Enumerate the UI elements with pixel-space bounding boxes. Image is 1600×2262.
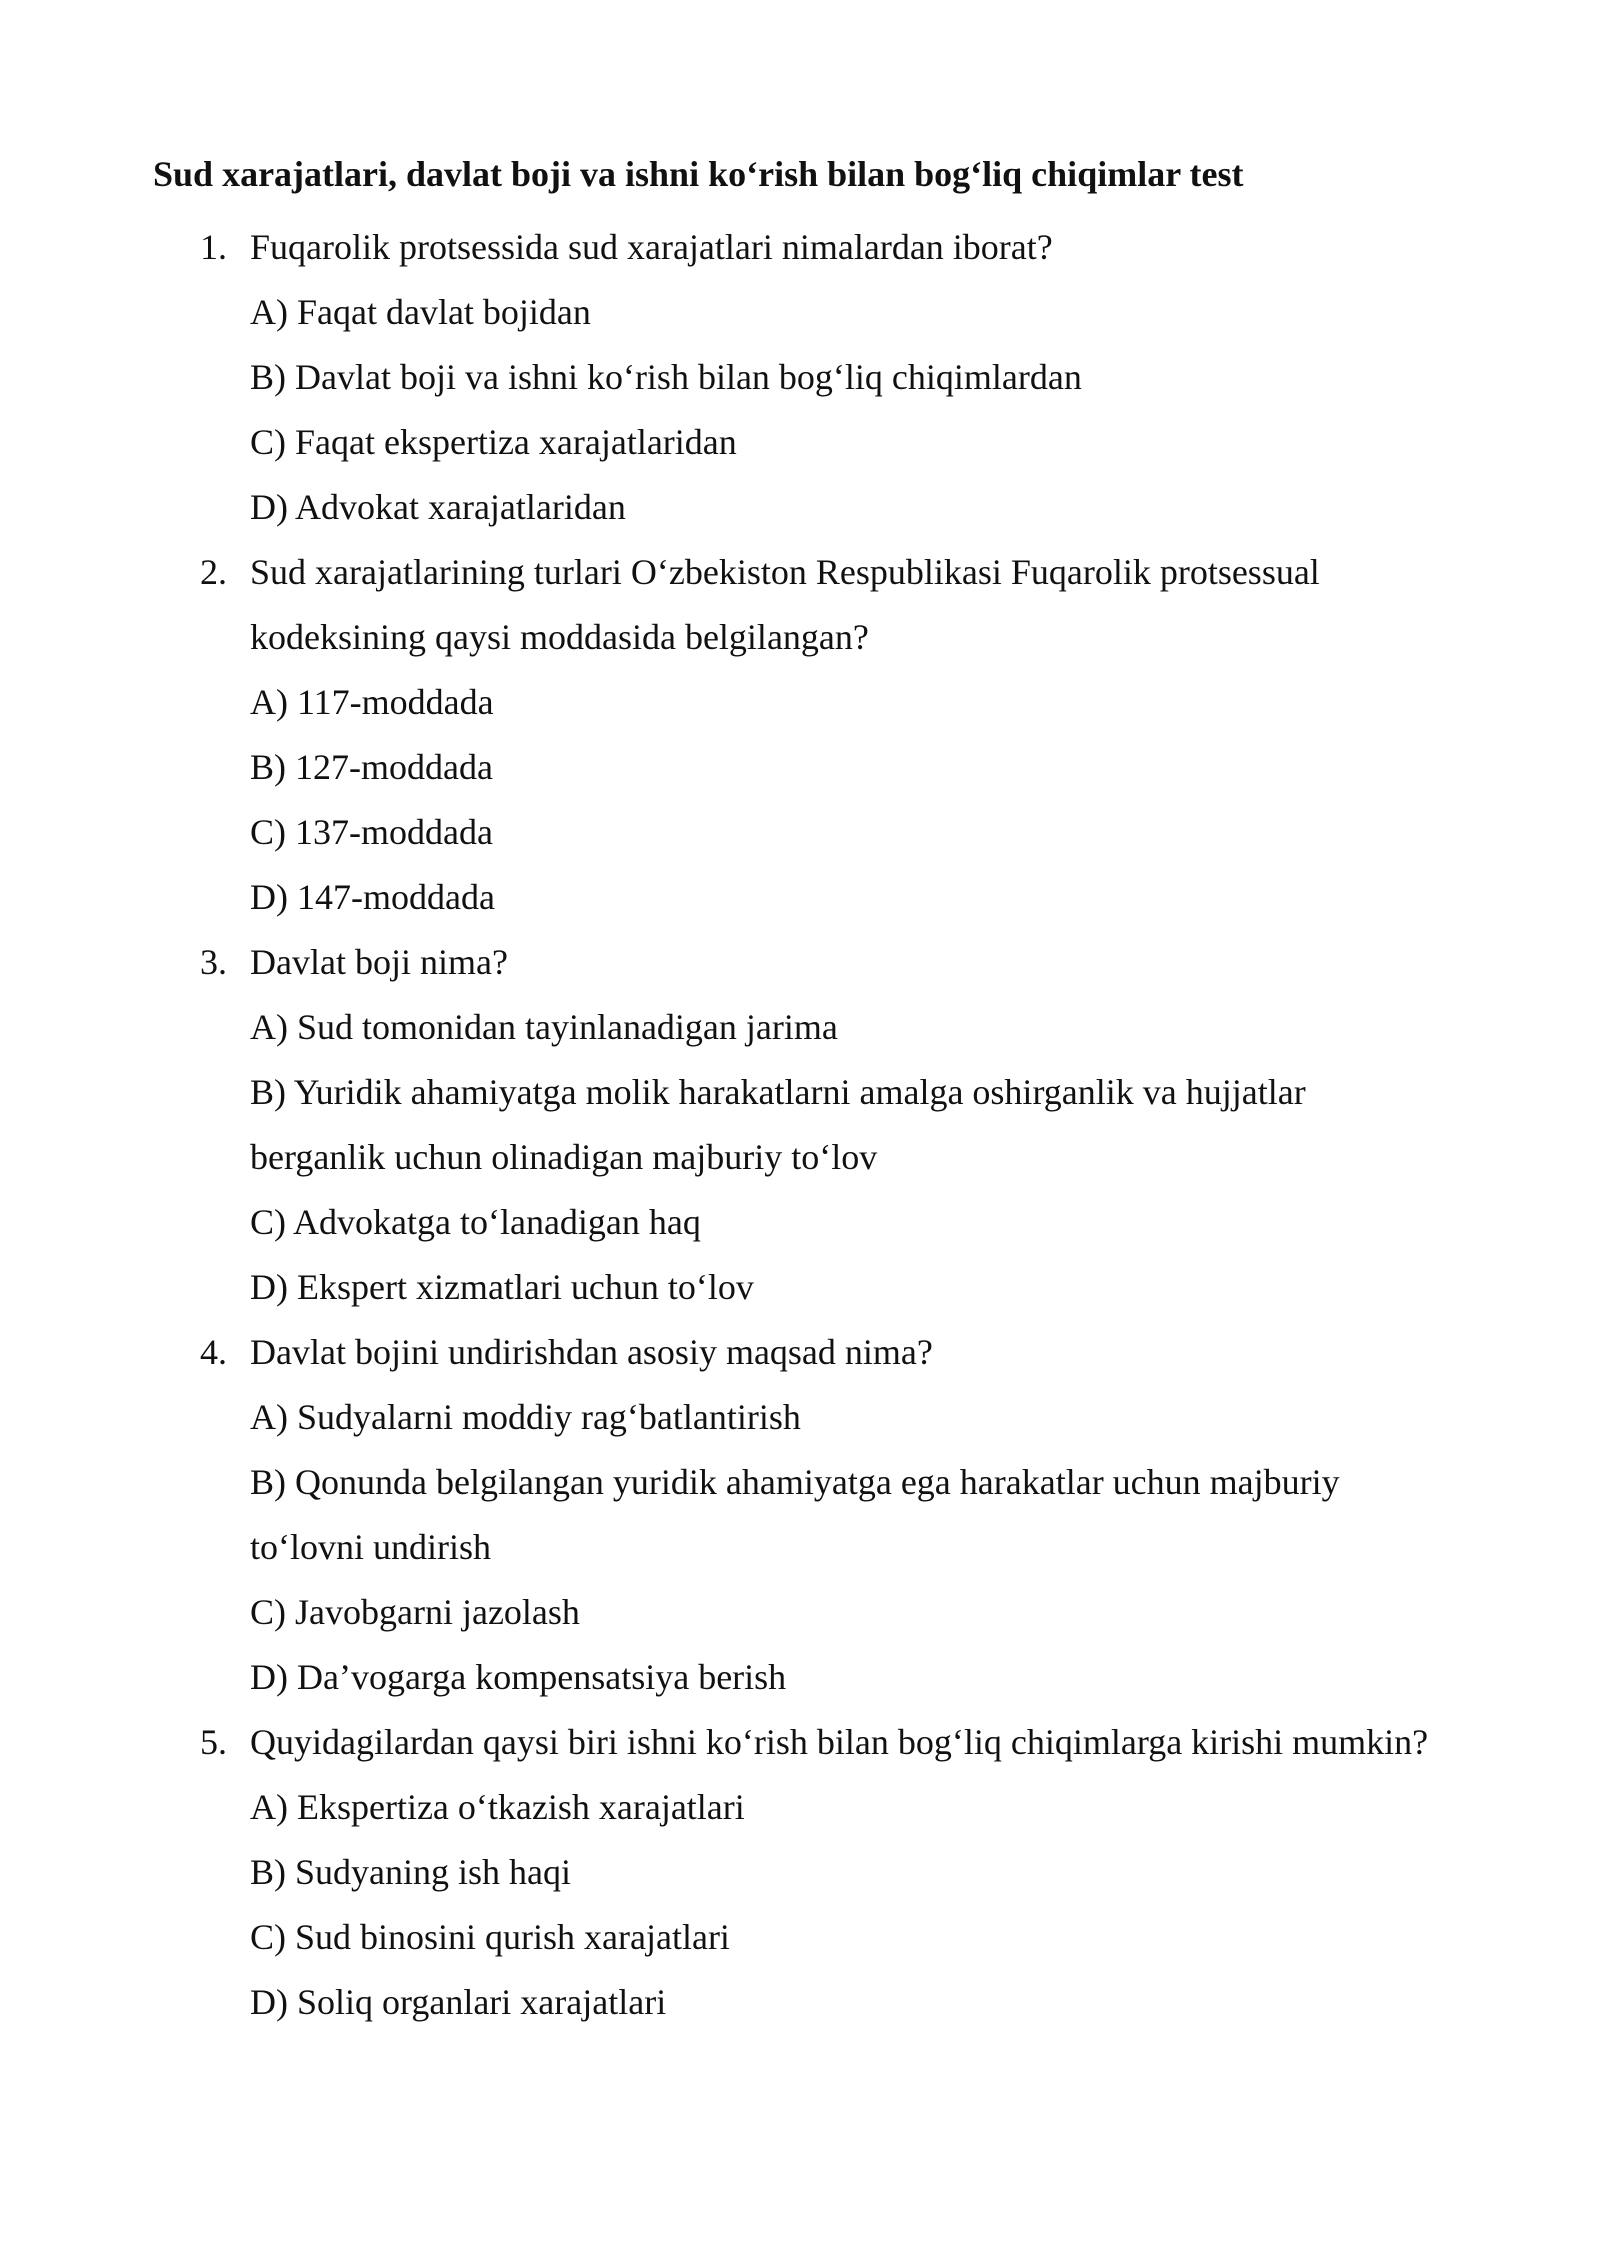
question-2 xyxy=(0,540,1600,930)
answer-option-c: C) Advokatga to‘lanadigan haq xyxy=(250,1202,701,1242)
answer-option-d: D) Soliq organlari xarajatlari xyxy=(250,1982,667,2022)
answer-option-a: A) Faqat davlat bojidan xyxy=(250,292,591,332)
answer-option-c: C) 137-moddada xyxy=(250,812,493,852)
answer-option-d: D) 147-moddada xyxy=(250,877,495,917)
question-3 xyxy=(0,930,1600,1320)
answer-option-b: B) Davlat boji va ishni ko‘rish bilan bog‘liq chiqimlardan xyxy=(250,357,1082,397)
answer-option-a: A) 117-moddada xyxy=(250,682,494,722)
answer-option-d: D) Advokat xarajatlaridan xyxy=(250,487,626,527)
question-text-line: Sud xarajatlarining turlari O‘zbekiston Respublikasi Fuqarolik protsessual xyxy=(250,552,1320,592)
question-text-line: Davlat bojini undirishdan asosiy maqsad nima? xyxy=(250,1332,933,1372)
answer-option-b: B) 127-moddada xyxy=(250,747,493,787)
answer-option-b: B) Qonunda belgilangan yuridik ahamiyatga ega harakatlar uchun majburiy xyxy=(250,1462,1340,1502)
question-number: 2. xyxy=(200,552,227,592)
answer-option-c: C) Sud binosini qurish xarajatlari xyxy=(250,1917,730,1957)
question-text xyxy=(0,215,1600,280)
question-number: 4. xyxy=(200,1332,227,1372)
question-text xyxy=(0,1710,1600,1775)
answer-option-a: A) Sud tomonidan tayinlanadigan jarima xyxy=(250,1007,838,1047)
question-text-continuation: kodeksining qaysi moddasida belgilangan? xyxy=(250,617,869,657)
answer-option-a: A) Ekspertiza o‘tkazish xarajatlari xyxy=(250,1787,745,1827)
question-text-line: Davlat boji nima? xyxy=(250,942,508,982)
question-text-line: Quyidagilardan qaysi biri ishni ko‘rish bilan bog‘liq chiqimlarga kirishi mumkin? xyxy=(250,1722,1429,1762)
answer-option-d: D) Da’vogarga kompensatsiya berish xyxy=(250,1657,787,1697)
answer-option-c: C) Faqat ekspertiza xarajatlaridan xyxy=(250,422,737,462)
question-5 xyxy=(0,1710,1600,2035)
question-number: 1. xyxy=(200,227,227,267)
answer-option-b: B) Sudyaning ish haqi xyxy=(250,1852,571,1892)
document-title: Sud xarajatlari, davlat boji va ishni ko‘rish bilan bog‘liq chiqimlar test xyxy=(153,154,1244,194)
answer-option-a: A) Sudyalarni moddiy rag‘batlantirish xyxy=(250,1397,801,1437)
question-1 xyxy=(0,215,1600,540)
question-text-line: Fuqarolik protsessida sud xarajatlari nimalardan iborat? xyxy=(250,227,1053,267)
question-text xyxy=(0,930,1600,995)
answer-option-b: B) Yuridik ahamiyatga molik harakatlarni amalga oshirganlik va hujjatlar xyxy=(250,1072,1306,1112)
question-text xyxy=(0,540,1600,605)
question-4 xyxy=(0,1320,1600,1710)
question-number: 5. xyxy=(200,1722,227,1762)
question-number: 3. xyxy=(200,942,227,982)
answer-option-b-continuation: to‘lovni undirish xyxy=(250,1527,491,1567)
question-text xyxy=(0,1320,1600,1385)
question-list xyxy=(0,215,1600,2035)
answer-option-b-continuation: berganlik uchun olinadigan majburiy to‘lov xyxy=(250,1137,878,1177)
answer-option-d: D) Ekspert xizmatlari uchun to‘lov xyxy=(250,1267,754,1307)
answer-option-c: C) Javobgarni jazolash xyxy=(250,1592,580,1632)
